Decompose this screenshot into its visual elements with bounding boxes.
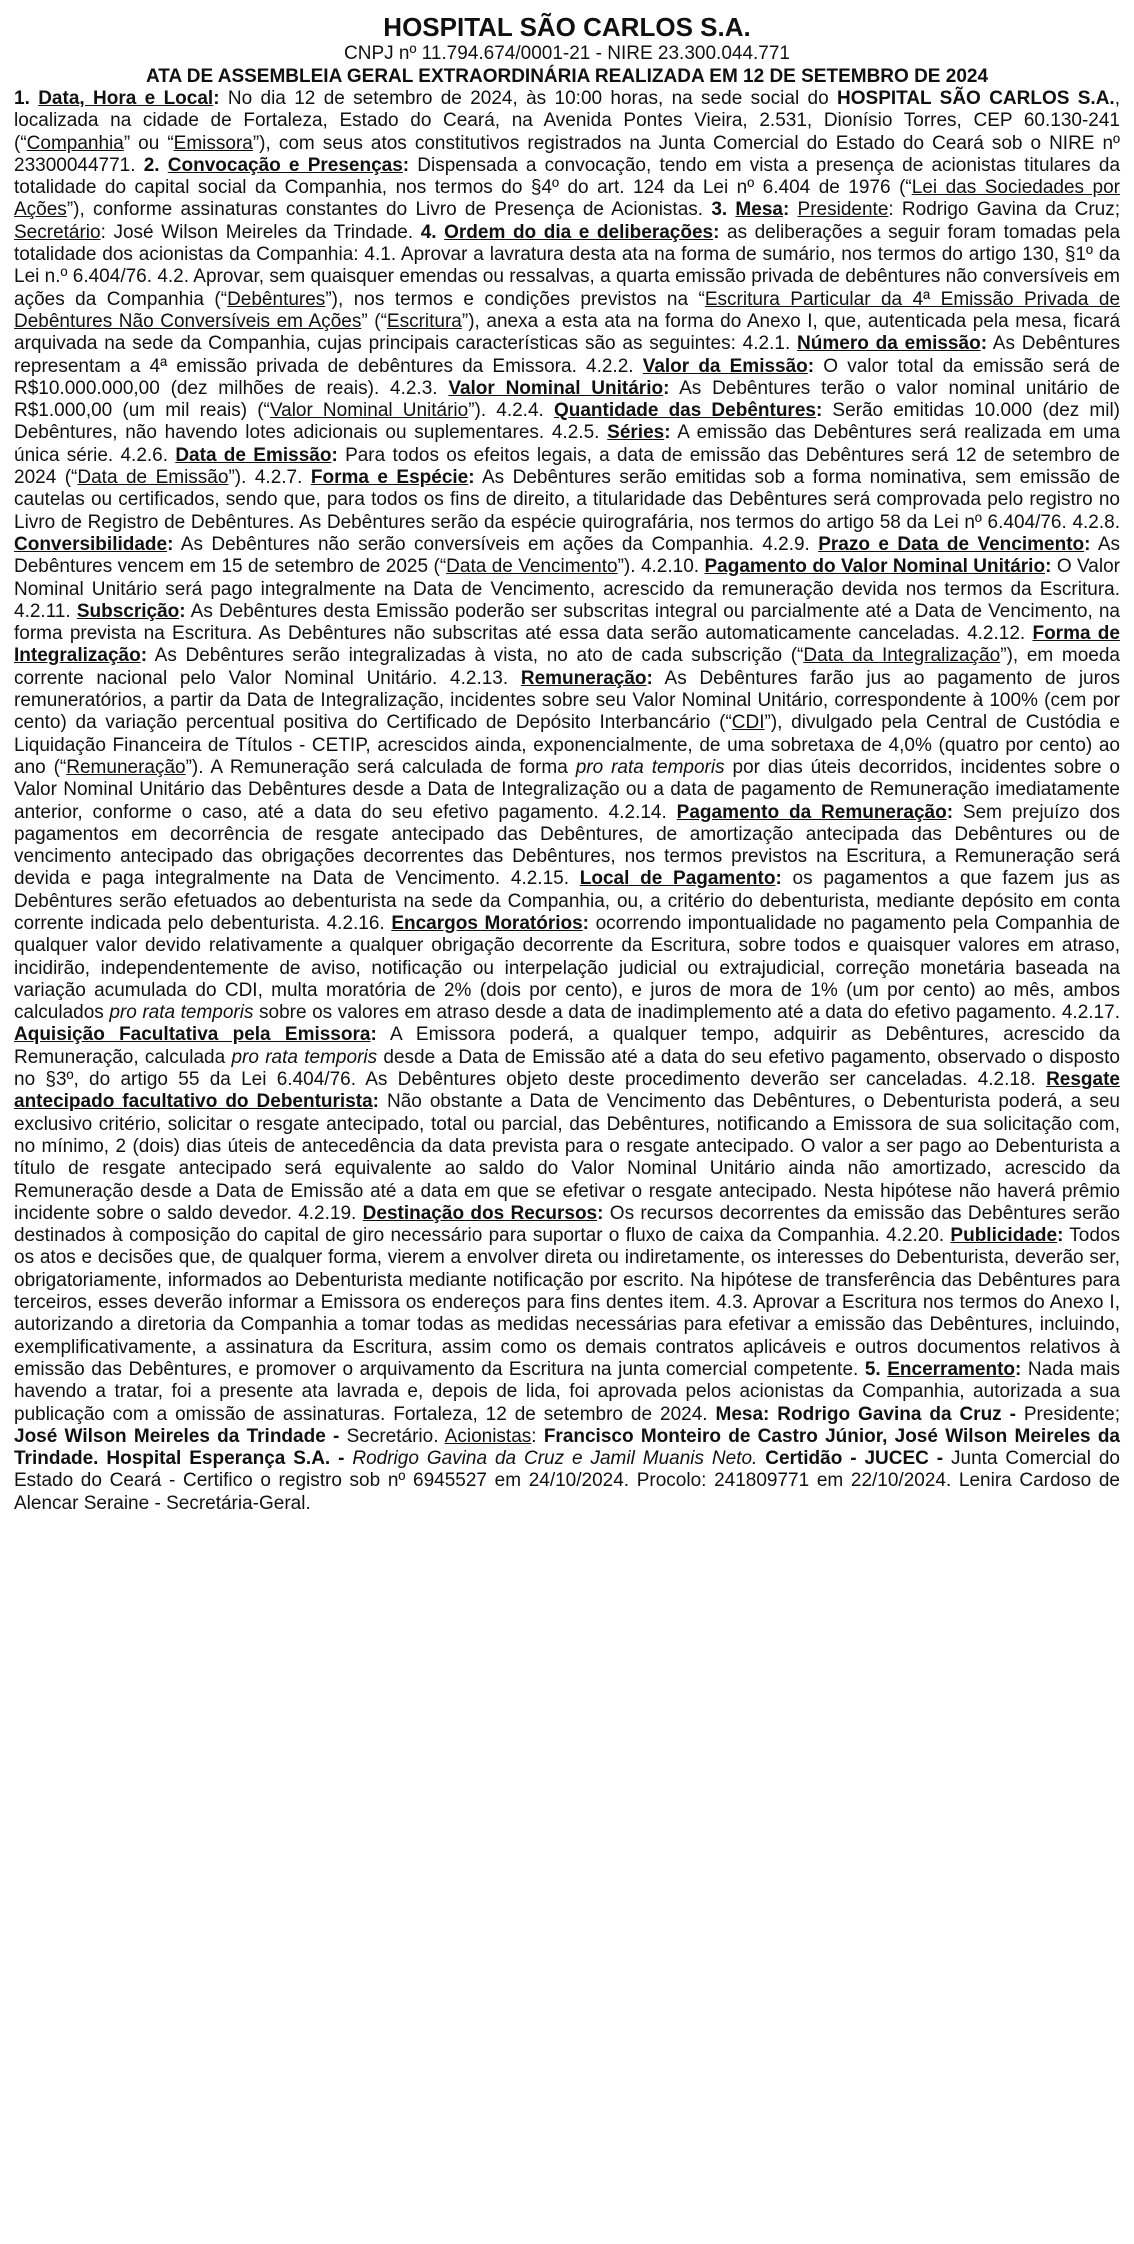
body-text-run: Pagamento da Remuneração [676, 801, 947, 823]
body-text-run: Lei das Sociedades por Ações [14, 177, 1120, 221]
body-text-run: : [597, 1202, 604, 1224]
body-text-run: Valor Nominal Unitário [448, 377, 664, 399]
body-text-run: Subscrição [76, 600, 180, 622]
body-text-run: : [582, 912, 589, 934]
body-text-run: A Emissora poderá, a qualquer tempo, adquirir as Debêntures, acrescido da Remuneração, calculada [14, 1024, 1120, 1068]
body-text-run: Mesa [735, 199, 783, 221]
body-text-run: : [179, 600, 186, 622]
body-text-run: sobre os valores em atraso desde a data de inadimplemento até a data do efetivo pagamento. 4.2.17. [253, 1002, 1120, 1024]
body-text-run: : [782, 199, 790, 221]
body-text-run: Séries [607, 422, 665, 444]
body-text-run: Pagamento do Valor Nominal Unitário [704, 556, 1046, 578]
body-text-run: Ordem do dia e deliberações [444, 221, 714, 243]
body-text-run: Certidão - JUCEC - [765, 1448, 952, 1470]
body-text-run: : [372, 1091, 379, 1113]
body-text-run: Forma de Integralização [14, 623, 1120, 667]
body-text-run: : [1084, 533, 1091, 555]
body-text-run: os pagamentos a que fazem jus as Debêntures serão efetuados ao debenturista na sede da Companhia, ou, a critério do debenturista, mediante depósito em conta corrente indicada pelo debenturista. 4.2.16. [14, 868, 1120, 934]
body-text-run: Encerramento [887, 1358, 1016, 1380]
body-text-run: Junta Comercial do Estado do Ceará - Certifico o registro sob nº 6945527 em 24/10/2024. Procolo: 241809771 em 22/10/2024. Lenira Cardoso de Alencar Seraine - Secretária-Geral. [14, 1448, 1120, 1514]
body-text-run: ocorrendo impontualidade no pagamento pela Companhia de qualquer valor devido relativamente a qualquer obrigação decorrente da Escritura, sobre todos e quaisquer valores em atraso, incidirão, independentemente de aviso, notificação ou interpelação judicial ou extrajudicial, correção monetária baseada na variação acumulada do CDI, multa moratória de 2% (dois por cento), e juros de mora de 1% (um por cento) ao mês, ambos calculados [14, 912, 1120, 1024]
body-text-run: Remuneração [520, 667, 647, 689]
body-text-run: Convocação e Presenças [167, 154, 403, 176]
body-text-run: As Debêntures farão jus ao pagamento de juros remuneratórios, a partir da Data de Integralização, incidentes sobre seu Valor Nominal Unitário, correspondente à 100% (cem por cento) da variação percentual positiva do Certificado de Depósito Interbancário (“ [14, 667, 1121, 734]
body-text-run: ” (“ [361, 310, 387, 332]
body-text-run: : [775, 868, 782, 890]
body-text-run: as deliberações a seguir foram tomadas pela totalidade dos acionistas da Companhia: 4.1. Aprovar a lavratura desta ata na forma de sumário, nos termos do artigo 130, §1º da Lei n.º 6.404/76. 4.2. Aprovar, sem quaisquer emendas ou ressalvas, a quarta emissão privada de debêntures não conversíveis em ações da Companhia (“ [14, 221, 1121, 310]
body-text-run: O valor total da emissão será de R$10.000.000,00 (dez milhões de reais). 4.2.3. [14, 355, 1120, 399]
body-text-run: As Debêntures serão integralizadas à vista, no ato de cada subscrição (“ [147, 645, 804, 667]
body-text-run: : [468, 467, 475, 489]
body-text-run: As Debêntures vencem em 15 de setembro de 2025 (“ [14, 533, 1120, 578]
body-text-run: pro rata temporis [109, 1002, 254, 1024]
body-text-run: ”), em moeda corrente nacional pelo Valor Nominal Unitário. 4.2.13. [14, 645, 1120, 689]
body-text-run: Número da emissão [797, 333, 981, 355]
body-text-run: ”), anexa a esta ata na forma do Anexo I, que, autenticada pela mesa, ficará arquivada na sede da Companhia, cujas principais características são as seguintes: 4.2.1. [14, 310, 1121, 355]
body-text-run: Escritura Particular da 4ª Emissão Privada de Debêntures Não Conversíveis em Ações [14, 288, 1121, 332]
body-text-run: 1. [14, 88, 39, 109]
body-text-run: : Rodrigo Gavina da Cruz; [888, 199, 1120, 221]
body-text-run: Publicidade [950, 1225, 1058, 1247]
body-text-run: A emissão das Debêntures será realizada em uma única série. 4.2.6. [14, 422, 1121, 466]
body-text-run: Debêntures [227, 288, 326, 310]
body-text-run: Data da Integralização [803, 645, 1001, 667]
body-text-run: : [663, 377, 670, 399]
body-text-run: : [713, 221, 720, 243]
body-text-run: : [1015, 1358, 1022, 1380]
body-text-run: Presidente; [1023, 1403, 1120, 1425]
body-text-run: Resgate antecipado facultativo do Debenturista [14, 1069, 1120, 1113]
body-text-run: : [167, 533, 174, 555]
body-text-run: HOSPITAL SÃO CARLOS S.A. [837, 88, 1115, 109]
body-text-run: ”). 4.2.10. [617, 556, 705, 578]
body-text-run: Secretário. [346, 1425, 445, 1447]
body-text-run: Prazo e Data de Vencimento [818, 533, 1085, 555]
body-text-run: Quantidade das Debêntures [553, 400, 816, 422]
body-text-run: pro rata temporis [231, 1046, 378, 1068]
body-text-run: Dispensada a convocação, tendo em vista a presença de acionistas titulares da totalidade do capital social da Companhia, nos termos do §4º do art. 124 da Lei nº 6.404 de 1976 (“ [14, 154, 1121, 199]
registry-numbers: CNPJ nº 11.794.674/0001-21 - NIRE 23.300.044.771 [344, 43, 790, 64]
body-text-run: Acionistas [444, 1425, 532, 1447]
body-text-run: ”). 4.2.4. [468, 400, 554, 422]
body-text-run: Data, Hora e Local [38, 88, 214, 109]
body-text-run: Data de Vencimento [446, 556, 618, 578]
body-text-run: Secretário [14, 221, 101, 243]
body-text-run: Francisco Monteiro de Castro Júnior, José Wilson Meireles da Trindade. Hospital Esperança S.A. - [14, 1425, 1120, 1470]
body-text-run: ”), divulgado pela Central de Custódia e Liquidação Financeira de Títulos - CETIP, acrescidos ainda, exponencialmente, de uma sobretaxa de 4,0% (quatro por cento) ao ano (“ [14, 712, 1120, 778]
body-text-run: 4. [420, 221, 445, 243]
body-text-run: ”). 4.2.7. [228, 467, 311, 489]
body-text-run: As Debêntures não serão conversíveis em ações da Companhia. 4.2.9. [173, 533, 819, 555]
body-text-run: Forma e Espécie [310, 467, 469, 489]
body-text-run: Presidente [797, 199, 889, 221]
body-text-run: Data de Emissão [77, 467, 229, 489]
body-text-run: Nada mais havendo a tratar, foi a presente ata lavrada e, depois de lida, foi aprovada pelos acionistas da Companhia, autorizada a sua publicação com a omissão de assinaturas. Fortaleza, 12 de setembro de 2024. [14, 1358, 1120, 1425]
body-text-run: : [815, 400, 823, 422]
body-text-run: 5. [864, 1358, 888, 1380]
body-text-run: : [331, 444, 338, 466]
body-text-run: Para todos os efeitos legais, a data de emissão das Debêntures será 12 de setembro de 2024 (“ [14, 444, 1120, 489]
body-text-run: CDI [731, 712, 765, 734]
body-text-run: ” ou “ [123, 132, 174, 154]
body-text-run [789, 199, 797, 220]
body-text-run: : [664, 422, 671, 444]
body-text-run: , localizada na cidade de Fortaleza, Estado do Ceará, na Avenida Pontes Vieira, 2.531, Dionísio Torres, CEP 60.130-241 (“ [14, 88, 1120, 154]
body-text-run: Aquisição Facultativa pela Emissora [14, 1024, 371, 1046]
body-text-run: por dias úteis decorridos, incidentes sobre o Valor Nominal Unitário das Debêntures desde a Data de Integralização ou a data de pagamento de Remuneração imediatamente anterior, conforme o caso, até a data do seu efetivo pagamento. 4.2.14. [14, 756, 1120, 823]
body-text-run: Data de Emissão [175, 444, 332, 466]
body-text-run: Conversibilidade [14, 533, 168, 555]
body-text-run: No dia 12 de setembro de 2024, às 10:00 horas, na sede social do [219, 88, 838, 109]
body-text-run: : [946, 801, 954, 823]
body-text-run: : [807, 355, 815, 377]
body-text-run: pro rata temporis [575, 756, 725, 778]
company-name: HOSPITAL SÃO CARLOS S.A. [383, 12, 751, 42]
body-text-run: Sem prejuízo dos pagamentos em decorrência de resgate antecipado das Debêntures, de amortização antecipada das Debêntures ou de vencimento antecipado das obrigações decorrentes das Debêntures, nos termos previstos na Escritura, a Remuneração será devida e paga integralmente na Data de Vencimento. 4.2.15. [14, 801, 1120, 890]
body-text-run: 3. [711, 199, 736, 221]
body-text-run: Serão emitidas 10.000 (dez mil) Debêntures, não havendo lotes adicionais ou suplementares. 4.2.5. [14, 400, 1120, 444]
body-text-run: : [1045, 556, 1052, 578]
body-text-run: : [646, 667, 653, 689]
body-text-run: Encargos Moratórios [391, 912, 583, 934]
body-text-run: 2. [143, 154, 168, 176]
body-text-run: ”), conforme assinaturas constantes do Livro de Presença de Acionistas. [66, 199, 712, 221]
body-text-run: : José Wilson Meireles da Trindade. [100, 221, 421, 243]
body-text-run: : [213, 88, 220, 109]
body-text-run: Todos os atos e decisões que, de qualquer forma, vierem a envolver direta ou indiretamente, os interesses do Debenturista, deverão ser, obrigatoriamente, informados ao Debenturista mediante notificação por escrito. Na hipótese de transferência das Debêntures para terceiros, esses deverão informar a Emissora os endereços para fins dentes item. 4.3. Aprovar a Escritura nos termos do Anexo I, autorizando a diretoria da Companhia a tomar todas as medidas necessárias para efetivar a emissão das Debêntures, incluindo, exemplificativamente, a assinatura da Escritura, assim como os demais contratos aplicáveis e outros documentos relativos à emissão das Debêntures, e promover o arquivamento da Escritura na junta comercial competente. [14, 1225, 1120, 1380]
body-text-run: Não obstante a Data de Vencimento das Debêntures, o Debenturista poderá, a seu exclusivo critério, solicitar o resgate antecipado, total ou parcial, das Debêntures, notificando a Emissora de sua solicitação com, no mínimo, 2 (dois) dias úteis de antecedência da data prevista para o resgate antecipado. O valor a ser pago ao Debenturista a título de resgate antecipado será equivalente ao saldo do Valor Nominal Unitário ainda não amortizado, acrescido da Remuneração desde a Data de Emissão até a data em que se efetivar o resgate antecipado. Nesta hipótese não haverá prêmio incidente sobre o saldo devedor. 4.2.19. [14, 1091, 1120, 1224]
body-text-run: Destinação dos Recursos [362, 1202, 598, 1224]
body-text-run: ”). A Remuneração será calculada de forma [185, 756, 576, 778]
body-text-run: Mesa: Rodrigo Gavina da Cruz - [715, 1403, 1024, 1425]
body-text-run: Local de Pagamento [579, 868, 776, 890]
body-text-run: : [370, 1024, 377, 1046]
body-text-run: José Wilson Meireles da Trindade - [14, 1425, 347, 1447]
body-text-run: Escritura [386, 310, 462, 332]
body-text-run: Os recursos decorrentes da emissão das Debêntures serão destinados à composição do capital de giro necessário para suportar o fluxo de caixa da Companhia. 4.2.20. [14, 1202, 1120, 1247]
body-text-run: ”), com seus atos constitutivos registrados na Junta Comercial do Estado do Ceará sob o NIRE nº 23300044771. [14, 132, 1120, 176]
body-text-run: As Debêntures desta Emissão poderão ser subscritas integral ou parcialmente até a Data de Vencimento, na forma prevista na Escritura. As Debêntures não subscritas até essa data serão automaticamente canceladas. 4.2.12. [14, 600, 1120, 645]
body-text-run: As Debêntures terão o valor nominal unitário de R$1.000,00 (um mil reais) (“ [14, 377, 1120, 422]
body-text-run: Remuneração [66, 756, 186, 778]
minutes-title: ATA DE ASSEMBLEIA GERAL EXTRAORDINÁRIA REALIZADA EM 12 DE SETEMBRO DE 2024 [145, 66, 989, 87]
body-text-run: Rodrigo Gavina da Cruz e Jamil Muanis Neto. [352, 1448, 758, 1470]
body-text-run: : [1057, 1225, 1064, 1247]
body-text-run: Valor da Emissão [642, 355, 808, 377]
body-text-run: : [402, 154, 410, 176]
body-text-run: As Debêntures representam a 4ª emissão privada de debêntures da Emissora. 4.2.2. [14, 333, 1120, 377]
body-text-run: ”), nos termos e condições previstos na “ [325, 288, 705, 310]
body-text-run: As Debêntures serão emitidas sob a forma nominativa, sem emissão de cautelas ou certificados, sendo que, para todos os fins de direito, a titularidade das Debêntures será comprovada pelo registro no Livro de Registro de Debêntures. As Debêntures serão da espécie quirografária, nos termos do artigo 58 da Lei nº 6.404/76. 4.2.8. [14, 467, 1121, 533]
minutes-body [14, 88, 1120, 1515]
body-text-run: O Valor Nominal Unitário será pago integralmente na Data de Vencimento, acrescido da remuneração devida nos termos da Escritura. 4.2.11. [14, 556, 1120, 622]
body-text-run: desde a Data de Emissão até a data do seu efetivo pagamento, observado o disposto no §3º, do artigo 55 da Lei 6.404/76. As Debêntures objeto deste procedimento deverão ser canceladas. 4.2.18. [14, 1046, 1120, 1091]
body-text-run: Valor Nominal Unitário [269, 400, 469, 422]
body-text-run: : [980, 333, 988, 355]
body-text-run: Companhia [26, 132, 124, 154]
body-text-run: : [140, 645, 148, 667]
body-text-run: : [531, 1425, 544, 1447]
body-text-run: Emissora [173, 132, 253, 154]
